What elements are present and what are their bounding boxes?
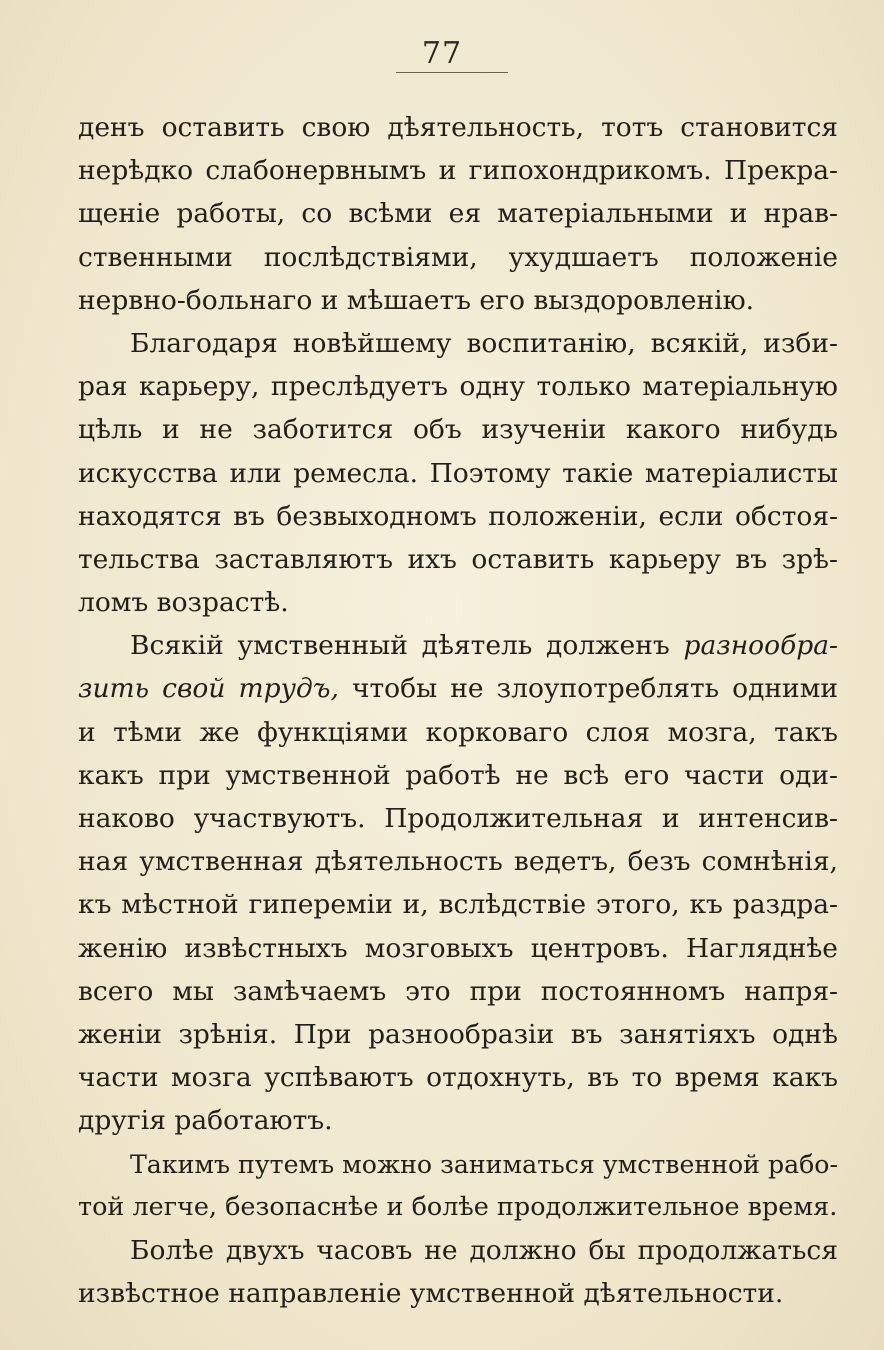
- text-line: цѣль и не заботится объ изученіи какого нибудь: [78, 414, 838, 446]
- text-line: той легче, безопаснѣе и болѣе продолжительное время.: [78, 1191, 838, 1222]
- text-line: Болѣе двухъ часовъ не должно бы продолжаться: [130, 1234, 838, 1266]
- text-line: части мозга успѣваютъ отдохнуть, въ то время какъ: [78, 1062, 838, 1094]
- header-rule: [396, 72, 508, 73]
- text-line: къ мѣстной гипереміи и, вслѣдствіе этого, къ раздра-: [78, 889, 838, 921]
- text-line: искусства или ремесла. Поэтому такіе матеріалисты: [78, 457, 838, 489]
- text-line: рая карьеру, преслѣдуетъ одну только матеріальную: [78, 371, 838, 403]
- text-line: какъ при умственной работѣ не всѣ его части оди-: [78, 759, 838, 791]
- text-line: нервно-больнаго и мѣшаетъ его выздоровленію.: [78, 284, 755, 316]
- text-line: наково участвуютъ. Продолжительная и интенсив-: [78, 803, 838, 834]
- page-number: 77: [421, 36, 463, 71]
- text-fragment: чтобы не злоупотреблять одними: [338, 673, 838, 705]
- text-line: Благодаря новѣйшему воспитанію, всякій, изби-: [130, 327, 838, 359]
- text-line: нерѣдко слабонервнымъ и гипохондрикомъ. Прекра-: [78, 155, 838, 187]
- body-text: [78, 106, 838, 1315]
- text-line: всего мы замѣчаемъ это при постоянномъ напря-: [78, 975, 838, 1007]
- text-line: ная умственная дѣятельность ведетъ, безъ сомнѣнія,: [78, 846, 838, 878]
- text-line: денъ оставить свою дѣятельность, тотъ становится: [78, 112, 838, 143]
- text-line: [78, 624, 838, 667]
- text-line: ломъ возрастѣ.: [78, 587, 289, 619]
- text-line: другія работаютъ.: [78, 1105, 333, 1137]
- emphasis-text: зить свой трудъ,: [78, 673, 339, 705]
- text-line: находятся въ безвыходномъ положеніи, если обстоя-: [78, 500, 838, 532]
- text-line: и тѣми же функціями корковаго слоя мозга, такъ: [78, 716, 838, 748]
- text-line: ственными послѣдствіями, ухудшаетъ положеніе: [78, 241, 838, 273]
- emphasis-text: разнообра-: [683, 630, 838, 662]
- text-line: женіи зрѣнія. При разнообразіи въ занятіяхъ однѣ: [78, 1018, 838, 1050]
- text-line: женію извѣстныхъ мозговыхъ центровъ. Нагляднѣе: [78, 932, 838, 964]
- text-line: тельства заставляютъ ихъ оставить карьеру въ зрѣ-: [78, 543, 838, 575]
- text-line: щеніе работы, со всѣми ея матеріальными и нрав-: [78, 198, 838, 230]
- text-line: извѣстное направленіе умственной дѣятельности.: [78, 1278, 784, 1310]
- text-line: Такимъ путемъ можно заниматься умственной рабо-: [130, 1149, 839, 1179]
- text-fragment: Всякій умственный дѣятель долженъ: [130, 630, 684, 662]
- text-line: [78, 667, 838, 710]
